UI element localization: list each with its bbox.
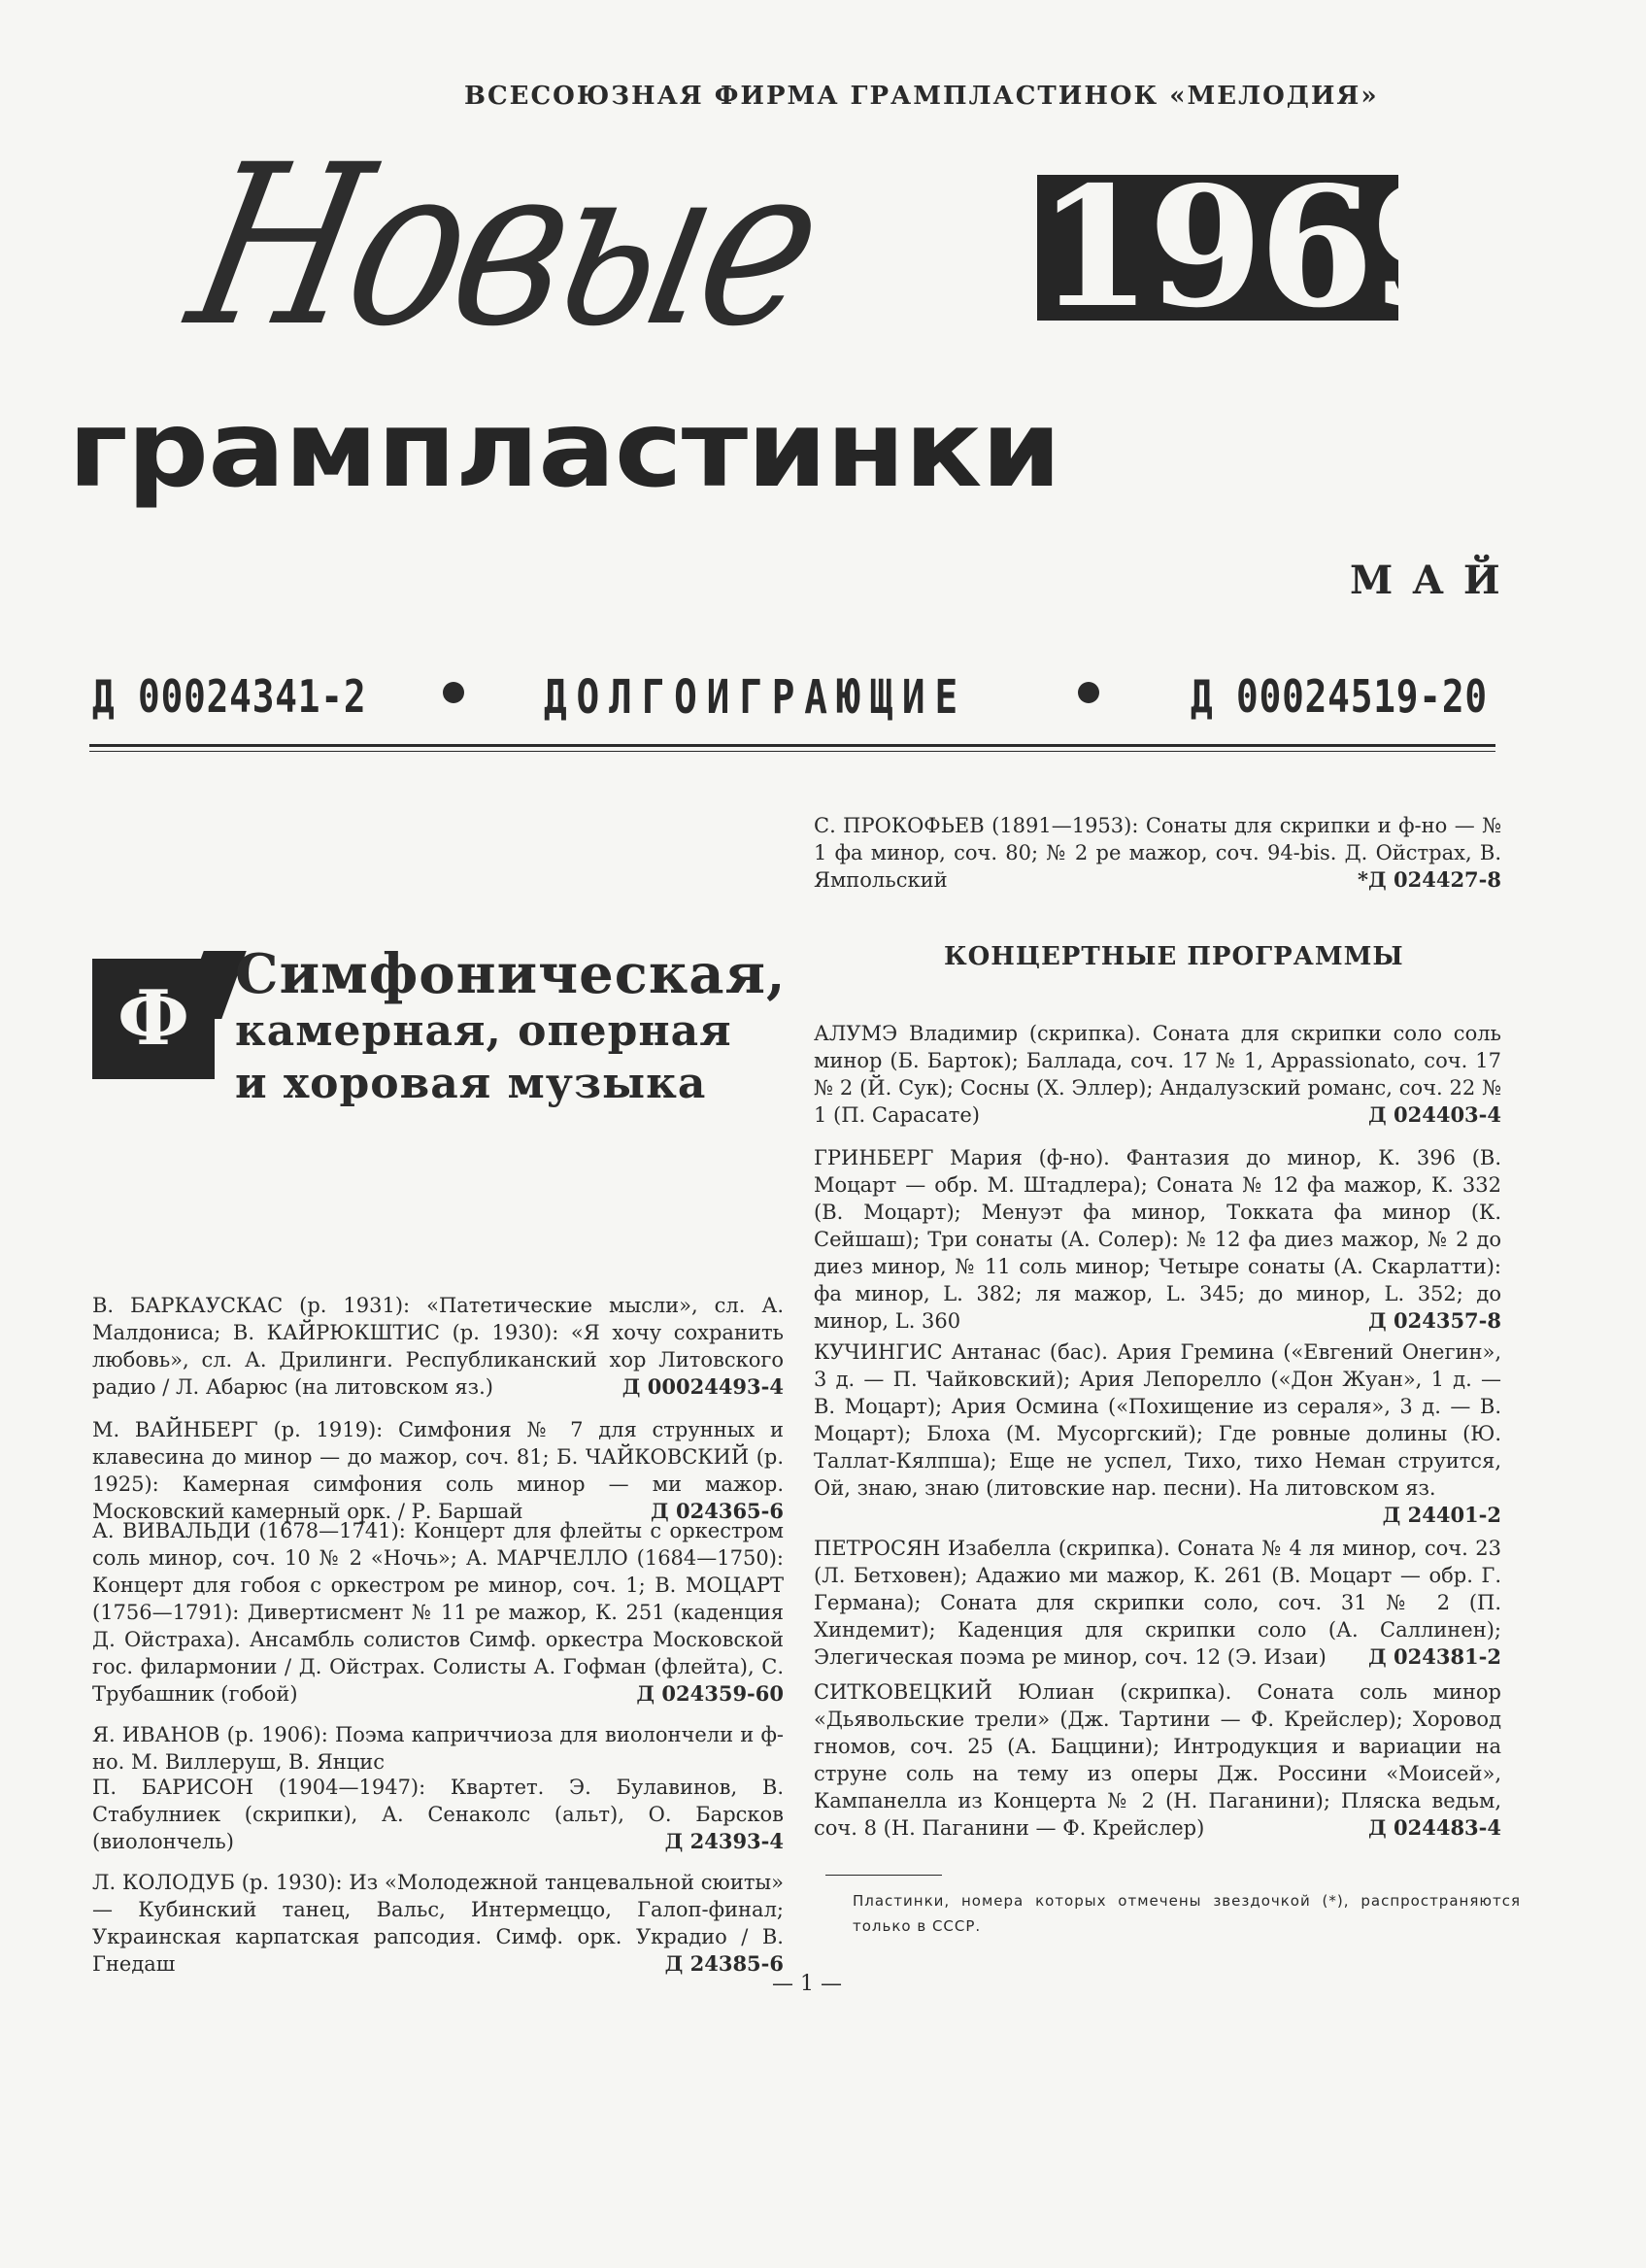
list-item	[814, 1020, 1501, 1129]
catalog-number: Д 024365-6	[651, 1499, 784, 1523]
catalog-number: Д 024359-60	[636, 1681, 784, 1706]
catalog-number: *Д 024427-8	[1358, 867, 1501, 892]
list-item	[814, 1535, 1501, 1671]
section-title-line1: Симфоническая,	[235, 942, 787, 1006]
list-item	[92, 1869, 784, 1978]
entry-text: АЛУМЭ Владимир (скрипка). Соната для скрипки соло соль минор (Б. Барток); Баллада, соч. 17 № 1, Appassionato, соч. 17 № 2 (Й. Сук); Сосны (Х. Эллер); Андалузский романс, соч. 22 № 1 (П. Сарасате)	[814, 1022, 1501, 1127]
list-item	[814, 1338, 1501, 1529]
section-title-line2: камерная, оперная	[235, 1006, 732, 1056]
entry-text: Я. ИВАНОВ (р. 1906): Поэма каприччиоза для виолончели и ф-но. М. Виллеруш, В. Янцис	[92, 1723, 784, 1774]
section-title-line3: и хоровая музыка	[235, 1059, 707, 1108]
entry-text: СИТКОВЕЦКИЙ Юлиан (скрипка). Соната соль минор «Дьявольские трели» (Дж. Тартини — Ф. Крейслер); Хоровод гномов, соч. 25 (А. Баццини); Интродукция и вариации на струне соль на тему из оперы Дж. Россини «Моисей», Кампанелла из Концерта № 2 (Н. Паганини); Пляска ведьм, соч. 8 (Н. Паганини — Ф. Крейслер)	[814, 1680, 1501, 1840]
title-script: Новые	[172, 117, 837, 376]
list-item	[814, 1144, 1501, 1335]
firm-name: ВСЕСОЮЗНАЯ ФИРМА ГРАМПЛАСТИНОК «МЕЛОДИЯ»	[464, 82, 1379, 111]
catalog-number: Д 024483-4	[1368, 1815, 1501, 1840]
list-item	[92, 1292, 784, 1401]
list-item	[92, 1416, 784, 1525]
catalog-number: Д 024381-2	[1368, 1644, 1501, 1669]
concert-programs-heading: КОНЦЕРТНЫЕ ПРОГРАММЫ	[944, 942, 1404, 971]
footnote: Пластинки, номера которых отмечены звездочкой (*), распространяются только в СССР.	[853, 1892, 1521, 1935]
header-rule-thin	[89, 751, 1495, 752]
catalog-number: Д 24393-4	[664, 1829, 784, 1853]
lyre-glyph: Ф	[117, 974, 189, 1063]
entry-text: В. БАРКАУСКАС (р. 1931): «Патетические мысли», сл. А. Малдониса; В. КАЙРЮКШТИС (р. 1930): «Я хочу сохранить любовь», сл. А. Дрилинги. Республиканский хор Литовского радио / Л. Абарюс (на литовском яз.)	[92, 1294, 784, 1399]
list-item	[92, 1721, 784, 1776]
lyre-logo-icon	[92, 959, 215, 1079]
catalog-number: Д 00024493-4	[621, 1374, 784, 1399]
header-rule	[89, 744, 1495, 747]
year-block: 1969	[1037, 151, 1482, 345]
catalog-number: Д 024403-4	[1368, 1102, 1501, 1127]
list-item	[92, 1774, 784, 1855]
entry-text: А. ВИВАЛЬДИ (1678—1741): Концерт для флейты с оркестром соль минор, соч. 10 № 2 «Ночь»; А. МАРЧЕЛЛО (1684—1750): Концерт для гобоя с оркестром ре минор, соч. 1; В. МОЦАРТ (1756—1791): Дивертисмент № 11 ре мажор, К. 251 (каденция Д. Ойстраха). Ансамбль солистов Симф. оркестра Московской гос. филармонии / Д. Ойстрах. Солисты А. Гофман (флейта), С. Трубашник (гобой)	[92, 1519, 784, 1706]
bullet-dot	[443, 682, 464, 703]
entry-text: КУЧИНГИС Антанас (бас). Ария Гремина («Евгений Онегин», 3 д. — П. Чайковский); Ария Лепорелло («Дон Жуан», 1 д. — В. Моцарт); Ария Осмина («Похищение из сераля», 3 д. — В. Моцарт); Блоха (М. Мусоргский); Где ровные долины (Ю. Таллат-Кялпша); Еще не успел, Тихо, тихо Неман струится, Ой, знаю, знаю (литовские нар. песни). На литовском яз.	[814, 1340, 1501, 1500]
entry-text: М. ВАЙНБЕРГ (р. 1919): Симфония № 7 для струнных и клавесина до минор — до мажор, соч. 81; Б. ЧАЙКОВСКИЙ (р. 1925): Камерная симфония соль минор — ми мажор. Московский камерный орк. / Р. Баршай	[92, 1418, 784, 1523]
catalog-number: Д 24385-6	[664, 1951, 784, 1976]
footnote-rule	[825, 1875, 942, 1876]
bullet-dot	[1078, 682, 1099, 703]
entry-text: Л. КОЛОДУБ (р. 1930): Из «Молодежной танцевальной сюиты» — Кубинский танец, Вальс, Интермеццо, Галоп-финал; Украинская карпатская рапсодия. Симф. орк. Украдио / В. Гнедаш	[92, 1871, 784, 1976]
entry-text: ПЕТРОСЯН Изабелла (скрипка). Соната № 4 ля минор, соч. 23 (Л. Бетховен); Адажио ми мажор, К. 261 (В. Моцарт — обр. Г. Германа); Соната для скрипки соло, соч. 31 № 2 (П. Хиндемит); Каденция для скрипки соло (А. Саллинен); Элегическая поэма ре минор, соч. 12 (Э. Изаи)	[814, 1537, 1501, 1669]
catalog-range-end: Д 00024519-20	[1191, 670, 1488, 723]
list-item	[814, 812, 1501, 894]
entry-text: ГРИНБЕРГ Мария (ф-но). Фантазия до минор, К. 396 (В. Моцарт — обр. М. Штадлера); Соната № 12 фа мажор, К. 332 (В. Моцарт); Менуэт фа минор, Токката фа минор (К. Сейшаш); Три сонаты (А. Солер): № 12 фа диез мажор, № 2 до диез минор, № 11 соль минор; Четыре сонаты (А. Скарлатти): фа минор, L. 382; ля мажор, L. 345; до минор, L. 352; до минор, L. 360	[814, 1146, 1501, 1333]
catalog-range-start: Д 00024341-2	[92, 670, 367, 723]
issue-month: МАЙ	[1350, 558, 1520, 603]
list-item	[92, 1517, 784, 1708]
band-title: ДОЛГОИГРАЮЩИЕ	[544, 670, 967, 725]
list-item	[814, 1678, 1501, 1842]
page-number: — 1 —	[772, 1972, 842, 1996]
entry-text: С. ПРОКОФЬЕВ (1891—1953): Сонаты для скрипки и ф-но — № 1 фа минор, соч. 80; № 2 ре мажор, соч. 94-bis. Д. Ойстрах, В. Ямпольский	[814, 814, 1501, 892]
catalog-number: Д 024357-8	[1368, 1308, 1501, 1333]
entry-text: П. БАРИСОН (1904—1947): Квартет. Э. Булавинов, В. Стабулниек (скрипки), А. Сенаколс (альт), О. Барсков (виолончель)	[92, 1776, 784, 1853]
title-main: грампластинки	[68, 387, 1061, 511]
catalog-number: Д 24401-2	[1382, 1503, 1501, 1527]
